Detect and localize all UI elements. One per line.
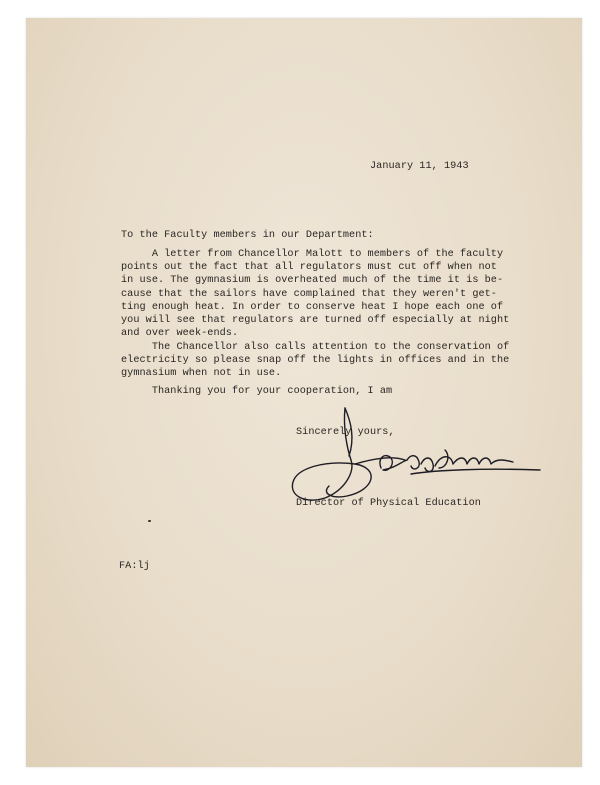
letter-salutation: To the Faculty members in our Department: <box>121 230 374 241</box>
body-paragraph-thanks: Thanking you for your cooperation, I am <box>121 386 393 397</box>
letter-closing: Sincerely yours, <box>296 427 395 438</box>
signer-title: Director of Physical Education <box>296 498 481 509</box>
body-paragraph-electricity: The Chancellor also calls attention to the conservation of electricity so please snap off the lights in offices and in the gymnasium when not in use. <box>121 342 510 380</box>
body-paragraph-regulators: A letter from Chancellor Malott to members of the faculty points out the fact that all regulators must cut off when not in use. The gymnasium is overheated much of the time it is be- cause that the sailors have complained that they weren't get- ting enough heat. In order to conserve heat I hope each one of you will see that regulators are turned off especially at night and over week-ends. <box>121 249 510 340</box>
letter-date: January 11, 1943 <box>370 161 469 172</box>
paper-speck <box>148 520 151 522</box>
reference-initials: FA:lj <box>119 561 150 572</box>
